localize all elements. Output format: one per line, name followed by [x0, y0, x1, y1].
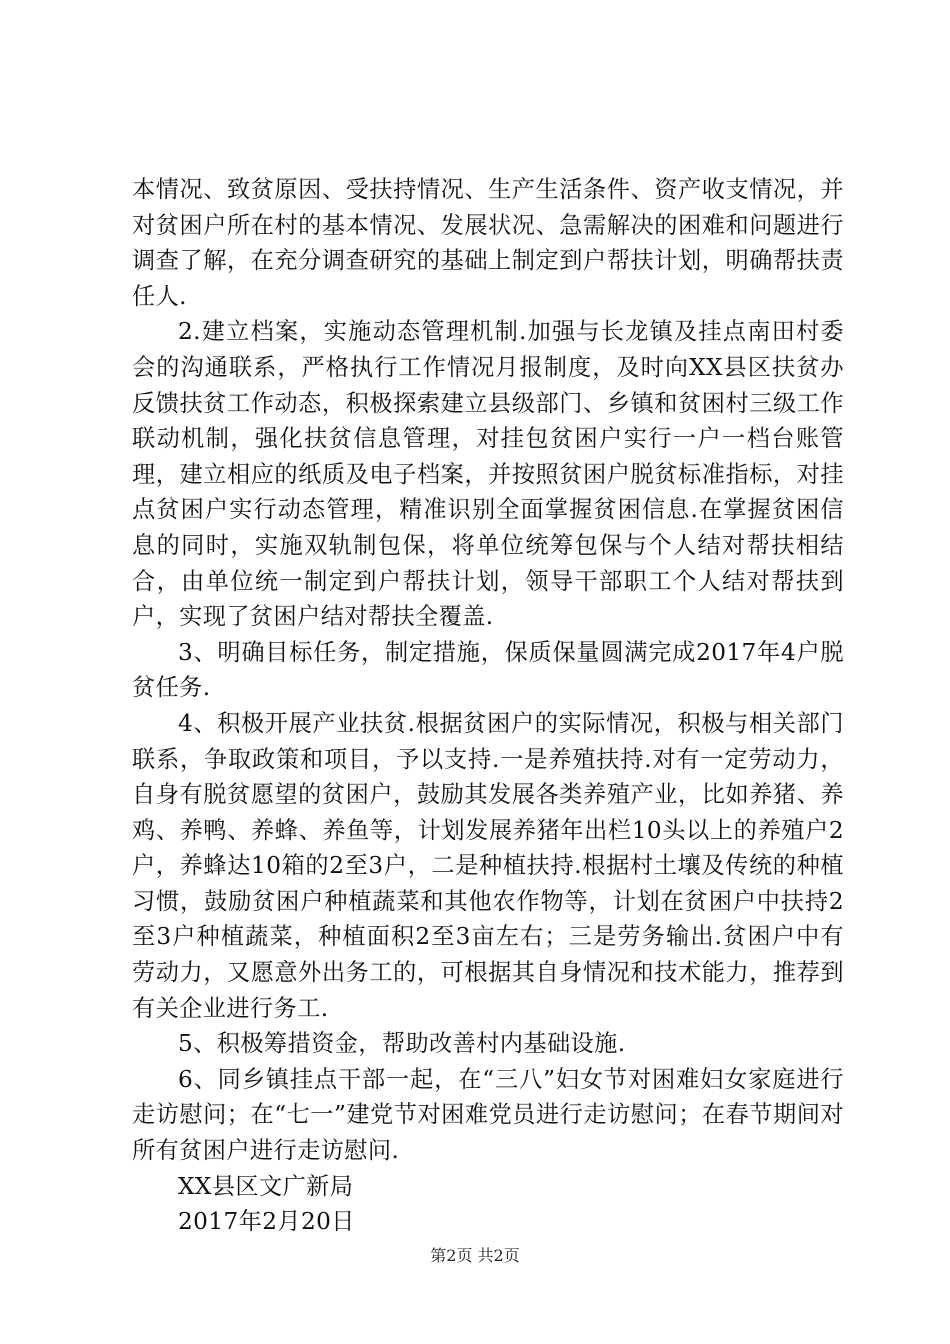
paragraph-5-funding: 5、积极筹措资金，帮助改善村内基础设施. — [178, 1030, 626, 1058]
paragraph-2-archives: 2.建立档案，实施动态管理机制.加强与长龙镇及挂点南田村委会的沟通联系，严格执行工作情况月报制度，及时向XX县区扶贫办反馈扶贫工作动态，积极探索建立县级部门、乡镇和贫困村三级工作联动机制，强化扶贫信息管理，对挂包贫困户实行一户一档台账管理，建立相应的纸质及电子档案，并按照贫困户脱贫标准指标，对挂点贫困户实行动态管理，精准识别全面掌握贫困信息.在掌握贫困信息的同时，实施双轨制包保，将单位统筹包保与个人结对帮扶相结合，由单位统一制定到户帮扶计划，领导干部职工个人结对帮扶到户，实现了贫困户结对帮扶全覆盖. — [132, 318, 844, 631]
paragraph-6-visits: 6、同乡镇挂点干部一起，在“三八”妇女节对困难妇女家庭进行走访慰问；在“七一”建党节对困难党员进行走访慰问；在春节期间对所有贫困户进行走访慰问. — [132, 1065, 844, 1165]
paragraph-4-industry: 4、积极开展产业扶贫.根据贫困户的实际情况，积极与相关部门联系，争取政策和项目，予以支持.一是养殖扶持.对有一定劳动力，自身有脱贫愿望的贫困户，鼓励其发展各类养殖产业，比如养猪、养鸡、养鸭、养蜂、养鱼等，计划发展养猪年出栏10头以上的养殖户2户，养蜂达10箱的2至3户，二是种植扶持.根据村土壤及传统的种植习惯，鼓励贫困户种植蔬菜和其他农作物等，计划在贫困户中扶持2至3户种植蔬菜，种植面积2至3亩左右；三是劳务输出.贫困户中有劳动力，又愿意外出务工的，可根据其自身情况和技术能力，推荐到有关企业进行务工. — [132, 709, 844, 1022]
signature-org: XX县区文广新局 — [178, 1172, 354, 1200]
paragraph-continuation: 本情况、致贫原因、受扶持情况、生产生活条件、资产收支情况，并对贫困户所在村的基本情况、发展状况、急需解决的困难和问题进行调查了解，在充分调查研究的基础上制定到户帮扶计划，明确帮扶责任人. — [132, 176, 844, 310]
signature-date: 2017年2月20日 — [178, 1208, 355, 1236]
paragraph-3-targets: 3、明确目标任务，制定措施，保质保量圆满完成2017年4户脱贫任务. — [132, 638, 844, 702]
page-number: 第2页 共2页 — [430, 1246, 520, 1265]
document-body — [132, 172, 844, 1240]
